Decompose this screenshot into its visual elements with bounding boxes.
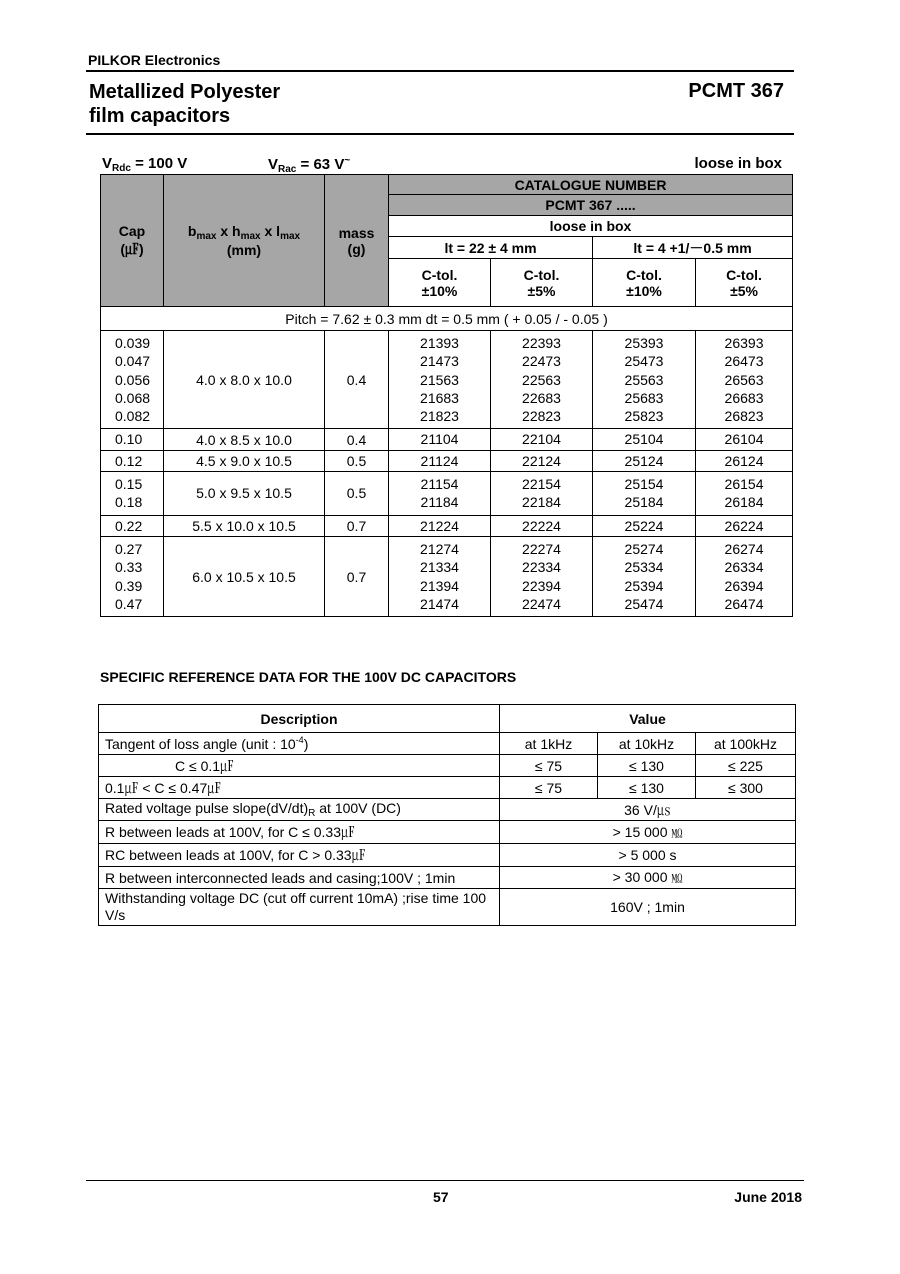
cap-cell-value: 0.18 bbox=[115, 494, 143, 511]
catalogue-lt4-tol5-value: 26474 bbox=[724, 595, 764, 612]
dimension-cell: 4.5 x 9.0 x 10.5 bbox=[164, 450, 325, 471]
catalogue-lt22-tol10-value: 21394 bbox=[420, 577, 459, 594]
page-title bbox=[89, 80, 280, 128]
r-leads-value: > 15 000 ㏁ bbox=[500, 821, 796, 844]
catalogue-lt4-tol5 bbox=[696, 515, 793, 536]
cap-cell-value: 0.12 bbox=[115, 452, 143, 469]
freq-10khz: at 10kHz bbox=[598, 733, 696, 755]
catalogue-lt22-tol10 bbox=[389, 429, 491, 450]
cap-cell-value: 0.068 bbox=[115, 389, 151, 406]
cap-cell bbox=[101, 536, 164, 616]
packing-label: loose in box bbox=[694, 155, 782, 172]
catalogue-lt4-tol10-value: 25124 bbox=[624, 452, 664, 469]
catalogue-table bbox=[100, 174, 793, 617]
catalogue-lt4-tol10-value: 25154 bbox=[624, 476, 664, 493]
catalogue-lt4-tol5 bbox=[696, 429, 793, 450]
catalogue-lt4-tol5-value: 26224 bbox=[724, 517, 764, 534]
catalogue-lt4-tol10-value: 25683 bbox=[624, 389, 664, 406]
footer-date: June 2018 bbox=[734, 1189, 802, 1205]
dimension-cell: 4.0 x 8.5 x 10.0 bbox=[164, 429, 325, 450]
catalogue-lt22-tol10-value: 21334 bbox=[420, 559, 459, 576]
c-small-100khz: ≤ 225 bbox=[696, 755, 796, 777]
catalogue-lt22-tol5-value: 22823 bbox=[522, 408, 561, 425]
catalogue-lt4-tol5 bbox=[696, 450, 793, 471]
catalogue-lt22-tol5 bbox=[491, 515, 593, 536]
catalogue-lt22-tol5-value: 22474 bbox=[522, 595, 561, 612]
catalogue-lt22-tol10-value: 21184 bbox=[420, 494, 459, 511]
catalogue-lt22-tol10-value: 21274 bbox=[420, 540, 459, 557]
tan-loss-label: Tangent of loss angle (unit : $10^{-4}$) bbox=[99, 733, 500, 755]
catalogue-lt4-tol10-value: 25274 bbox=[624, 540, 664, 557]
catalogue-lt4-tol10-value: 25563 bbox=[624, 371, 664, 388]
catalogue-lt4-tol5-value: 26124 bbox=[724, 452, 764, 469]
catalogue-lt4-tol5-value: 26394 bbox=[724, 577, 764, 594]
r-casing-value: > 30 000 ㏁ bbox=[500, 867, 796, 889]
catalogue-lt4-tol10-value: 25184 bbox=[624, 494, 664, 511]
catalogue-lt4-tol10 bbox=[593, 515, 696, 536]
catalogue-lt4-tol5 bbox=[696, 331, 793, 429]
catalogue-lt22-tol5-value: 22224 bbox=[522, 517, 561, 534]
catalogue-lt22-tol5-value: 22393 bbox=[522, 335, 561, 351]
cap-cell bbox=[101, 331, 164, 429]
catalogue-lt22-tol5-value: 22683 bbox=[522, 389, 561, 406]
r-casing-label: R between interconnected leads and casing;100V ; 1min bbox=[99, 867, 500, 889]
cap-cell-value: 0.039 bbox=[115, 335, 151, 351]
vrac-rating: $V_{Rac} = 63$ V~ bbox=[268, 155, 351, 175]
company-name: PILKOR Electronics bbox=[88, 52, 221, 68]
withstand-value: 160V ; 1min bbox=[500, 889, 796, 926]
c-small-1khz: ≤ 75 bbox=[500, 755, 598, 777]
catalogue-number-header: CATALOGUE NUMBER bbox=[389, 175, 793, 195]
catalogue-lt22-tol10-value: 21124 bbox=[420, 452, 459, 469]
catalogue-lt4-tol5-value: 26334 bbox=[724, 559, 764, 576]
pulse-slope-label: Rated voltage pulse $slope(dV/dt)_R$ at 100V (DC) bbox=[99, 799, 500, 821]
c-mid-100khz: ≤ 300 bbox=[696, 777, 796, 799]
packing-header: loose in box bbox=[389, 216, 793, 237]
catalogue-lt22-tol10-value: 21563 bbox=[420, 371, 459, 388]
cap-cell-value: 0.056 bbox=[115, 371, 151, 388]
mass-cell: 0.4 bbox=[325, 429, 389, 450]
catalogue-lt22-tol10-value: 21224 bbox=[420, 517, 459, 534]
mass-cell: 0.7 bbox=[325, 536, 389, 616]
freq-100khz: at 100kHz bbox=[696, 733, 796, 755]
catalogue-lt22-tol5-value: 22563 bbox=[522, 371, 561, 388]
footer-rule bbox=[86, 1180, 804, 1181]
catalogue-lt4-tol10 bbox=[593, 536, 696, 616]
rc-leads-label: RC between leads at 100V, for C > 0.33㎌ bbox=[99, 844, 500, 867]
catalogue-lt22-tol5 bbox=[491, 331, 593, 429]
capacitor-group-row bbox=[101, 429, 793, 450]
col-header-cap: Cap (㎌) bbox=[101, 175, 164, 307]
catalogue-lt4-tol10-value: 25393 bbox=[624, 335, 664, 351]
col-header-mass: mass (g) bbox=[325, 175, 389, 307]
dimension-cell: 5.0 x 9.5 x 10.5 bbox=[164, 472, 325, 516]
catalogue-lt4-tol5-value: 26473 bbox=[724, 353, 764, 370]
mass-cell: 0.5 bbox=[325, 472, 389, 516]
catalogue-lt4-tol10-value: 25394 bbox=[624, 577, 664, 594]
catalogue-lt22-tol5 bbox=[491, 429, 593, 450]
series-header: PCMT 367 ..... bbox=[389, 195, 793, 216]
dimension-cell: 5.5 x 10.0 x 10.5 bbox=[164, 515, 325, 536]
catalogue-lt22-tol10-value: 21393 bbox=[420, 335, 459, 351]
cap-cell-value: 0.15 bbox=[115, 476, 143, 493]
title-line-1: Metallized Polyester bbox=[89, 81, 281, 103]
cap-cell bbox=[101, 472, 164, 516]
withstand-label: Withstanding voltage DC (cut off current 10mA) ;rise time 100 V/s bbox=[99, 889, 500, 926]
catalogue-lt22-tol5 bbox=[491, 450, 593, 471]
catalogue-lt4-tol5-value: 26563 bbox=[724, 371, 764, 388]
cap-cell-value: 0.47 bbox=[115, 595, 143, 612]
catalogue-lt22-tol5-value: 22184 bbox=[522, 494, 561, 511]
catalogue-lt22-tol5-value: 22334 bbox=[522, 559, 561, 576]
dimension-cell: 4.0 x 8.0 x 10.0 bbox=[164, 331, 325, 429]
catalogue-lt22-tol10 bbox=[389, 331, 491, 429]
mass-cell: 0.5 bbox=[325, 450, 389, 471]
catalogue-lt22-tol5-value: 22394 bbox=[522, 577, 561, 594]
title-line-2: film capacitors bbox=[89, 105, 231, 127]
header-rule bbox=[86, 70, 794, 72]
catalogue-lt4-tol10-value: 25104 bbox=[624, 431, 664, 448]
capacitor-group-row bbox=[101, 450, 793, 471]
freq-1khz: at 1kHz bbox=[500, 733, 598, 755]
catalogue-lt22-tol5-value: 22124 bbox=[522, 452, 561, 469]
cap-cell bbox=[101, 515, 164, 536]
catalogue-lt4-tol5-value: 26184 bbox=[724, 494, 764, 511]
cap-cell-value: 0.047 bbox=[115, 353, 151, 370]
col-header-dimensions: $b_{max}$ x $h_{max}$ x $l_{max}$ (mm) bbox=[164, 175, 325, 307]
section-title: SPECIFIC REFERENCE DATA FOR THE 100V DC CAPACITORS bbox=[100, 669, 517, 685]
c-mid-10khz: ≤ 130 bbox=[598, 777, 696, 799]
reference-table bbox=[98, 704, 796, 926]
cap-cell bbox=[101, 450, 164, 471]
c-mid-1khz: ≤ 75 bbox=[500, 777, 598, 799]
catalogue-lt4-tol10 bbox=[593, 450, 696, 471]
capacitor-group-row bbox=[101, 536, 793, 616]
dimension-cell: 6.0 x 10.5 x 10.5 bbox=[164, 536, 325, 616]
ctol-5-header-2: C-tol. ±5% bbox=[696, 259, 793, 307]
catalogue-lt22-tol5 bbox=[491, 536, 593, 616]
c-small-label: C ≤ 0.1㎌ bbox=[99, 755, 500, 777]
page-number: 57 bbox=[433, 1189, 449, 1205]
catalogue-lt22-tol10-value: 21154 bbox=[420, 476, 459, 493]
rc-leads-value: > 5 000 s bbox=[500, 844, 796, 867]
catalogue-lt4-tol10 bbox=[593, 472, 696, 516]
catalogue-lt4-tol5-value: 26274 bbox=[724, 540, 764, 557]
description-header: Description bbox=[99, 705, 500, 733]
title-rule bbox=[86, 133, 794, 135]
ctol-10-header-1: C-tol. ±10% bbox=[389, 259, 491, 307]
value-header: Value bbox=[500, 705, 796, 733]
cap-cell-value: 0.22 bbox=[115, 517, 143, 534]
mass-cell: 0.4 bbox=[325, 331, 389, 429]
catalogue-lt4-tol5-value: 26393 bbox=[724, 335, 764, 351]
capacitor-group-row bbox=[101, 515, 793, 536]
c-small-10khz: ≤ 130 bbox=[598, 755, 696, 777]
cap-cell bbox=[101, 429, 164, 450]
product-code: PCMT 367 bbox=[688, 80, 784, 102]
catalogue-lt4-tol5 bbox=[696, 536, 793, 616]
c-mid-label: 0.1㎌ < C ≤ 0.47㎌ bbox=[99, 777, 500, 799]
catalogue-lt4-tol10 bbox=[593, 331, 696, 429]
catalogue-lt4-tol10-value: 25334 bbox=[624, 559, 664, 576]
catalogue-lt22-tol5 bbox=[491, 472, 593, 516]
catalogue-lt4-tol10-value: 25224 bbox=[624, 517, 664, 534]
catalogue-lt22-tol10 bbox=[389, 450, 491, 471]
pitch-note: Pitch = 7.62 ± 0.3 mm dt = 0.5 mm ( + 0.05 / - 0.05 ) bbox=[101, 307, 793, 331]
catalogue-lt22-tol10-value: 21474 bbox=[420, 595, 459, 612]
r-leads-label: R between leads at 100V, for C ≤ 0.33㎌ bbox=[99, 821, 500, 844]
cap-cell-value: 0.39 bbox=[115, 577, 143, 594]
catalogue-lt22-tol10-value: 21823 bbox=[420, 408, 459, 425]
catalogue-lt22-tol5-value: 22104 bbox=[522, 431, 561, 448]
catalogue-lt4-tol5-value: 26154 bbox=[724, 476, 764, 493]
catalogue-lt22-tol10-value: 21104 bbox=[420, 431, 459, 448]
catalogue-lt22-tol5-value: 22274 bbox=[522, 540, 561, 557]
catalogue-lt4-tol10 bbox=[593, 429, 696, 450]
lead-length-22: lt = 22 ± 4 mm bbox=[389, 237, 593, 259]
cap-cell-value: 0.27 bbox=[115, 540, 143, 557]
vrdc-rating: $V_{Rdc} = 100$ V bbox=[102, 155, 188, 174]
catalogue-lt22-tol10 bbox=[389, 536, 491, 616]
catalogue-lt22-tol5-value: 22473 bbox=[522, 353, 561, 370]
catalogue-lt4-tol10-value: 25474 bbox=[624, 595, 664, 612]
lead-length-4: lt = 4 +1/－0.5 mm bbox=[593, 237, 793, 259]
catalogue-lt22-tol5-value: 22154 bbox=[522, 476, 561, 493]
cap-cell-value: 0.33 bbox=[115, 559, 143, 576]
cap-cell-value: 0.082 bbox=[115, 408, 151, 425]
catalogue-lt4-tol5 bbox=[696, 472, 793, 516]
catalogue-lt4-tol10-value: 25823 bbox=[624, 408, 664, 425]
catalogue-lt4-tol5-value: 26104 bbox=[724, 431, 764, 448]
cap-cell-value: 0.10 bbox=[115, 431, 143, 448]
catalogue-lt22-tol10 bbox=[389, 472, 491, 516]
catalogue-lt22-tol10-value: 21473 bbox=[420, 353, 459, 370]
catalogue-lt4-tol5-value: 26683 bbox=[724, 389, 764, 406]
catalogue-lt22-tol10-value: 21683 bbox=[420, 389, 459, 406]
catalogue-lt22-tol10 bbox=[389, 515, 491, 536]
ctol-10-header-2: C-tol. ±10% bbox=[593, 259, 696, 307]
capacitor-group-row bbox=[101, 331, 793, 429]
catalogue-lt4-tol10-value: 25473 bbox=[624, 353, 664, 370]
ctol-5-header-1: C-tol. ±5% bbox=[491, 259, 593, 307]
pulse-slope-value: 36 V/㎲ bbox=[500, 799, 796, 821]
catalogue-lt4-tol5-value: 26823 bbox=[724, 408, 764, 425]
capacitor-group-row bbox=[101, 472, 793, 516]
mass-cell: 0.7 bbox=[325, 515, 389, 536]
